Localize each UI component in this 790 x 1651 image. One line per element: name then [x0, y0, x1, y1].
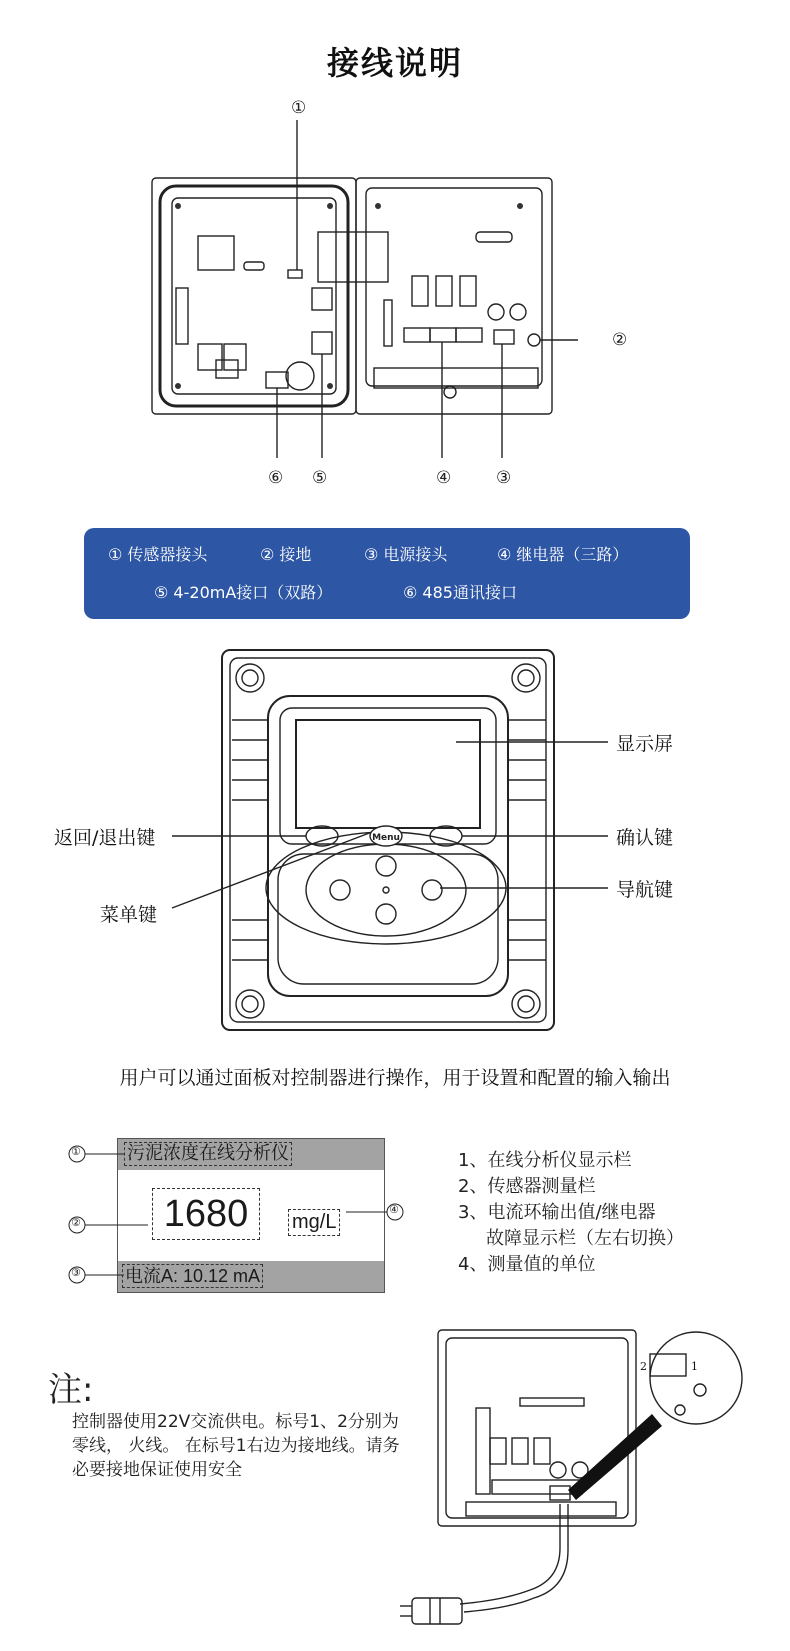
measurement-unit: mg/L	[288, 1209, 340, 1236]
wiring-diagram	[0, 0, 790, 520]
legend-item: ⑤ 4-20mA接口（双路）	[154, 583, 333, 602]
legend-item: ④ 继电器（三路）	[497, 545, 629, 564]
marker-4: ④	[389, 1203, 399, 1216]
callout-3: ③	[496, 468, 512, 488]
label-back-exit: 返回/退出键	[54, 827, 156, 849]
legend-item: ③ 电源接头	[364, 545, 448, 564]
legend-item: ⑥ 485通讯接口	[403, 583, 517, 602]
title-bar-text: 污泥浓度在线分析仪	[124, 1142, 292, 1166]
status-bar-text: 电流A: 10.12 mA	[122, 1264, 263, 1288]
callout-4: ④	[436, 468, 452, 488]
callout-6: ⑥	[268, 468, 284, 488]
explanation-item: 2、传感器测量栏	[458, 1176, 596, 1197]
label-navigation: 导航键	[616, 879, 674, 901]
marker-1: ①	[71, 1145, 81, 1158]
label-confirm: 确认键	[616, 827, 674, 849]
legend-item: ① 传感器接头	[108, 545, 208, 564]
note-title: 注:	[48, 1370, 94, 1410]
explanation-list	[458, 1148, 684, 1278]
legend-panel	[84, 528, 690, 619]
terminal-label-1: 1	[691, 1360, 698, 1373]
note-body: 控制器使用22V交流供电。标号1、2分别为零线， 火线。 在标号1右边为接地线。请务必要接地保证使用安全	[72, 1412, 400, 1480]
explanation-item: 4、测量值的单位	[458, 1254, 596, 1275]
menu-button-text: Menu	[372, 833, 400, 843]
label-display: 显示屏	[616, 733, 674, 755]
measurement-value: 1680	[152, 1188, 260, 1240]
label-menu: 菜单键	[100, 904, 158, 926]
page-title: 接线说明	[326, 44, 463, 82]
marker-3: ③	[71, 1266, 81, 1279]
terminal-label-2: 2	[640, 1360, 647, 1373]
marker-2: ②	[71, 1216, 81, 1229]
screen-marker-lines	[60, 1130, 420, 1305]
callout-2: ②	[612, 330, 628, 350]
explanation-item: 故障显示栏（左右切换）	[486, 1228, 684, 1249]
callout-1: ①	[291, 98, 307, 118]
front-panel-diagram	[0, 640, 790, 1060]
front-panel-description: 用户可以通过面板对控制器进行操作，用于设置和配置的输入输出	[119, 1067, 671, 1089]
legend-item: ② 接地	[260, 545, 312, 564]
callout-5: ⑤	[312, 468, 328, 488]
explanation-item: 3、电流环输出值/继电器	[458, 1202, 656, 1223]
power-wiring-diagram	[400, 1318, 745, 1648]
explanation-item: 1、在线分析仪显示栏	[458, 1150, 632, 1171]
